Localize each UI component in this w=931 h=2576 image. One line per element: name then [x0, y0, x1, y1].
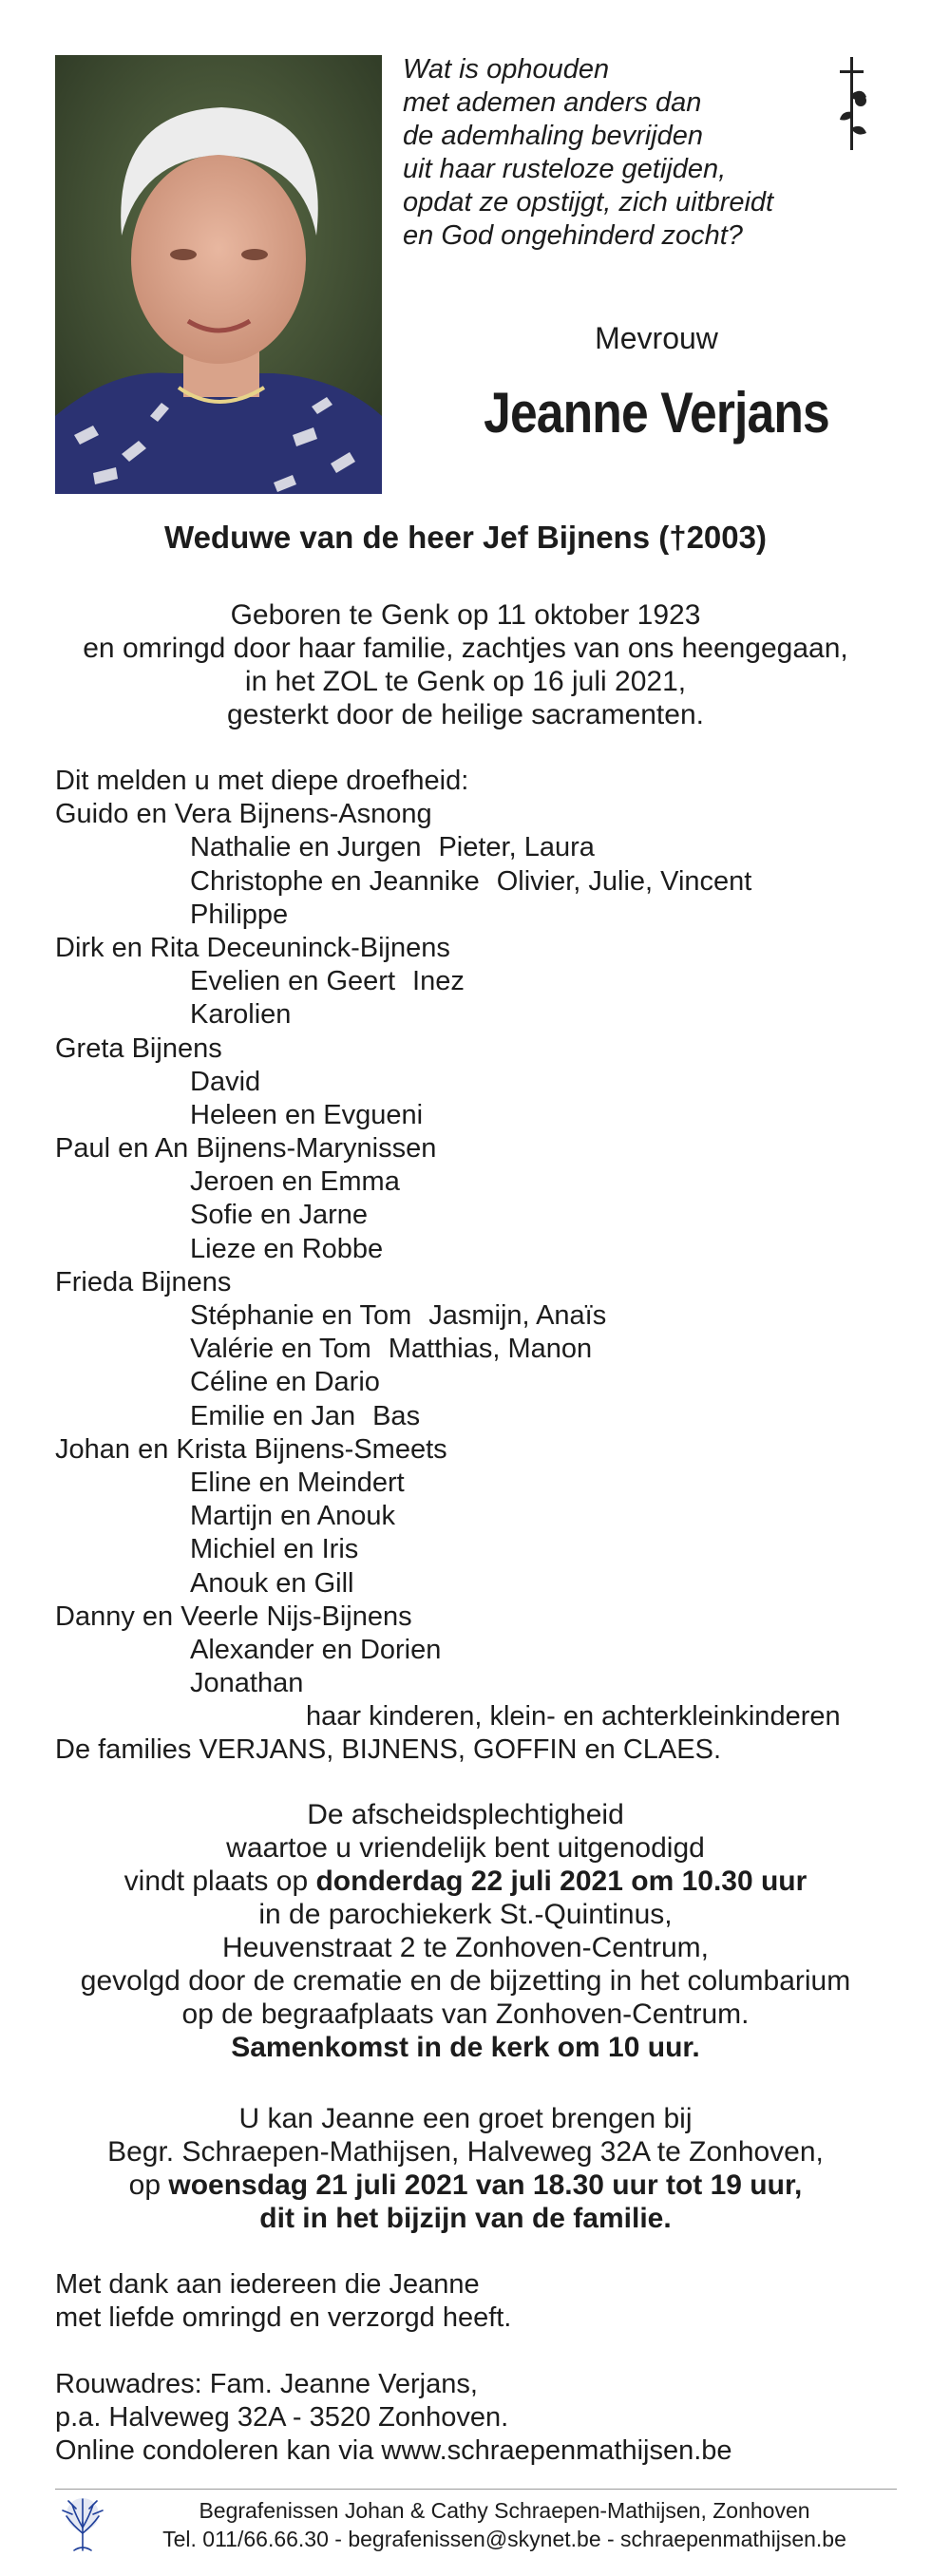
family-member-name: Eline en Meindert [190, 1467, 405, 1498]
family-member [190, 1299, 606, 1333]
deceased-name: Jeanne Verjans [484, 381, 829, 445]
family-row [55, 1066, 910, 1099]
ceremony-line: in de parochiekerk St.-Quintinus, [258, 1899, 673, 1930]
family-member-children: Matthias, Manon [388, 1334, 593, 1365]
family-member [55, 1601, 412, 1634]
family-member-name: Emilie en Jan [190, 1400, 356, 1431]
family-member-name: Michiel en Iris [190, 1534, 359, 1565]
family-member-name: Karolien [190, 999, 292, 1031]
family-member-name: De families VERJANS, BIJNENS, GOFFIN en CLAES. [55, 1734, 722, 1766]
family-member-name: Alexander en Dorien [190, 1634, 442, 1665]
family-row [55, 1132, 910, 1165]
birth-block [0, 598, 931, 731]
family-member-name: Christophe en Jeannike [190, 865, 480, 897]
poem-line: opdat ze opstijgt, zich uitbreidt [403, 187, 774, 218]
family-member-name: Nathalie en Jurgen [190, 832, 422, 863]
visit-date: woensdag 21 juli 2021 van 18.30 uur tot 19 uur, [168, 2169, 803, 2201]
gathering-time: Samenkomst in de kerk om 10 uur. [231, 2032, 700, 2063]
visit-note: dit in het bijzijn van de familie. [259, 2203, 672, 2234]
family-member-children: Jasmijn, Anaïs [428, 1300, 607, 1331]
family-member-children: Bas [372, 1400, 421, 1431]
family-member-name: Evelien en Geert [190, 966, 396, 997]
family-member [190, 998, 291, 1032]
family-member [190, 1400, 420, 1433]
family-member-name: Stéphanie en Tom [190, 1300, 412, 1331]
funeral-home-line: Begrafenissen Johan & Cathy Schraepen-Mathijsen, Zonhoven [199, 2498, 810, 2523]
thanks-block [55, 2268, 511, 2335]
family-member-name: Guido en Vera Bijnens-Asnong [55, 799, 432, 830]
ceremony-line: Heuvenstraat 2 te Zonhoven-Centrum, [222, 1932, 709, 1963]
poem [403, 53, 783, 253]
birth-line: gesterkt door de heilige sacramenten. [227, 699, 704, 730]
thanks-line: met liefde omringd en verzorgd heeft. [55, 2302, 512, 2333]
family-row [55, 798, 910, 831]
poem-line: uit haar rusteloze getijden, [403, 154, 727, 184]
family-row [55, 1032, 910, 1066]
family-row [55, 831, 910, 864]
family-member [190, 1667, 303, 1700]
family-member [190, 1199, 368, 1232]
family-member [55, 1132, 436, 1165]
family-row [55, 1299, 910, 1333]
family-row [55, 1667, 910, 1700]
family-row [55, 998, 910, 1032]
family-member [55, 1032, 222, 1066]
condolence-line: Online condoleren kan via www.schraepenmathijsen.be [55, 2435, 732, 2466]
family-member [55, 1733, 721, 1767]
family-member-children: Inez [412, 966, 465, 997]
family-member-name: Céline en Dario [190, 1367, 380, 1398]
family-member [190, 1333, 592, 1366]
ceremony-line: waartoe u vriendelijk bent uitgenodigd [226, 1832, 705, 1864]
address-block [55, 2368, 732, 2468]
family-member-name: Valérie en Tom [190, 1334, 371, 1365]
family-row [55, 1400, 910, 1433]
visit-line [0, 2169, 931, 2202]
family-row [55, 1199, 910, 1232]
family-row [55, 965, 910, 998]
family-row [55, 1165, 910, 1199]
poem-line: en God ongehinderd zocht? [403, 220, 743, 251]
footer-divider [55, 2489, 897, 2490]
family-member-name: Sofie en Jarne [190, 1200, 369, 1231]
family-row [55, 1433, 910, 1467]
family-row [55, 899, 910, 932]
ceremony-date: donderdag 22 juli 2021 om 10.30 uur [315, 1866, 808, 1897]
family-row [55, 1634, 910, 1667]
family-member [190, 965, 465, 998]
family-member-name: Jonathan [190, 1668, 304, 1699]
portrait-photo [55, 55, 382, 494]
family-row [55, 1601, 910, 1634]
family-member [190, 899, 288, 932]
family-member [190, 1165, 400, 1199]
tree-logo-icon [59, 2495, 106, 2552]
family-row [55, 1233, 910, 1266]
footer [112, 2496, 897, 2553]
family-member-name: Philippe [190, 899, 289, 930]
family-member [306, 1700, 841, 1733]
family-member [55, 1266, 231, 1299]
family-list [55, 765, 910, 1768]
family-member-name: Paul en An Bijnens-Marynissen [55, 1133, 437, 1165]
visit-text: op [128, 2169, 169, 2201]
family-member-children: Pieter, Laura [438, 832, 595, 863]
family-member [190, 1233, 383, 1266]
family-member-name: Heleen en Evgueni [190, 1099, 424, 1130]
family-row [55, 932, 910, 965]
ceremony-line [0, 2031, 931, 2064]
family-member [190, 1634, 441, 1667]
cross-icon [828, 55, 876, 154]
family-member [190, 1099, 423, 1132]
birth-line: in het ZOL te Genk op 16 juli 2021, [244, 666, 687, 697]
family-member [190, 1533, 358, 1566]
family-member [55, 932, 450, 965]
family-member [190, 1500, 395, 1533]
family-member [190, 1567, 354, 1601]
ceremony-line: op de begraafplaats van Zonhoven-Centrum. [181, 1998, 750, 2030]
family-row [55, 1366, 910, 1399]
family-member-name: David [190, 1066, 261, 1097]
family-member [190, 1366, 380, 1399]
family-row [55, 1467, 910, 1500]
family-member [190, 1467, 405, 1500]
family-row [55, 1700, 910, 1733]
family-member-name: Jeroen en Emma [190, 1166, 400, 1198]
family-member-name: Frieda Bijnens [55, 1266, 232, 1297]
ceremony-line: gevolgd door de crematie en de bijzetting in het columbarium [80, 1965, 851, 1997]
family-member-name: Johan en Krista Bijnens-Smeets [55, 1433, 447, 1465]
family-intro: Dit melden u met diepe droefheid: [55, 766, 469, 796]
family-member-name: Martijn en Anouk [190, 1501, 396, 1532]
birth-line: en omringd door haar familie, zachtjes van ons heengegaan, [83, 633, 848, 664]
family-member [55, 798, 432, 831]
ceremony-line: De afscheidsplechtigheid [307, 1799, 624, 1830]
ceremony-line [0, 1865, 931, 1898]
family-row [55, 1533, 910, 1566]
family-row [55, 865, 910, 899]
visit-line: U kan Jeanne een groet brengen bij [238, 2103, 693, 2134]
family-row [55, 1733, 910, 1767]
honorific: Mevrouw [595, 321, 718, 355]
family-member [55, 1433, 447, 1467]
ceremony-text: vindt plaats op [124, 1866, 316, 1897]
thanks-line: Met dank aan iedereen die Jeanne [55, 2269, 480, 2300]
family-row [55, 1500, 910, 1533]
family-row [55, 1266, 910, 1299]
visit-block [0, 2102, 931, 2235]
widow-line: Weduwe van de heer Jef Bijnens (†2003) [164, 520, 767, 555]
visit-line [0, 2202, 931, 2235]
family-member-name: Anouk en Gill [190, 1567, 354, 1599]
poem-line: Wat is ophouden [403, 54, 610, 85]
family-member [190, 865, 751, 899]
address-line: Rouwadres: Fam. Jeanne Verjans, [55, 2369, 478, 2399]
family-member-name: Dirk en Rita Deceuninck-Bijnens [55, 932, 450, 963]
family-member [190, 831, 595, 864]
family-member-name: Danny en Veerle Nijs-Bijnens [55, 1601, 412, 1632]
poem-line: met ademen anders dan [403, 87, 702, 118]
family-row [55, 1099, 910, 1132]
family-row [55, 1333, 910, 1366]
contact-line: Tel. 011/66.66.30 - begrafenissen@skynet.be - schraepenmathijsen.be [162, 2527, 846, 2551]
family-member-name: Lieze en Robbe [190, 1233, 384, 1264]
poem-line: de ademhaling bevrijden [403, 121, 703, 151]
family-member [190, 1066, 260, 1099]
address-line: p.a. Halveweg 32A - 3520 Zonhoven. [55, 2402, 509, 2433]
ceremony-block [0, 1798, 931, 2064]
family-member-name: haar kinderen, klein- en achterkleinkinderen [306, 1701, 841, 1733]
birth-line: Geboren te Genk op 11 oktober 1923 [230, 599, 701, 631]
family-member-name: Greta Bijnens [55, 1032, 222, 1064]
visit-line: Begr. Schraepen-Mathijsen, Halveweg 32A te Zonhoven, [107, 2136, 824, 2168]
family-row [55, 1567, 910, 1601]
family-member-children: Olivier, Julie, Vincent [496, 865, 752, 897]
